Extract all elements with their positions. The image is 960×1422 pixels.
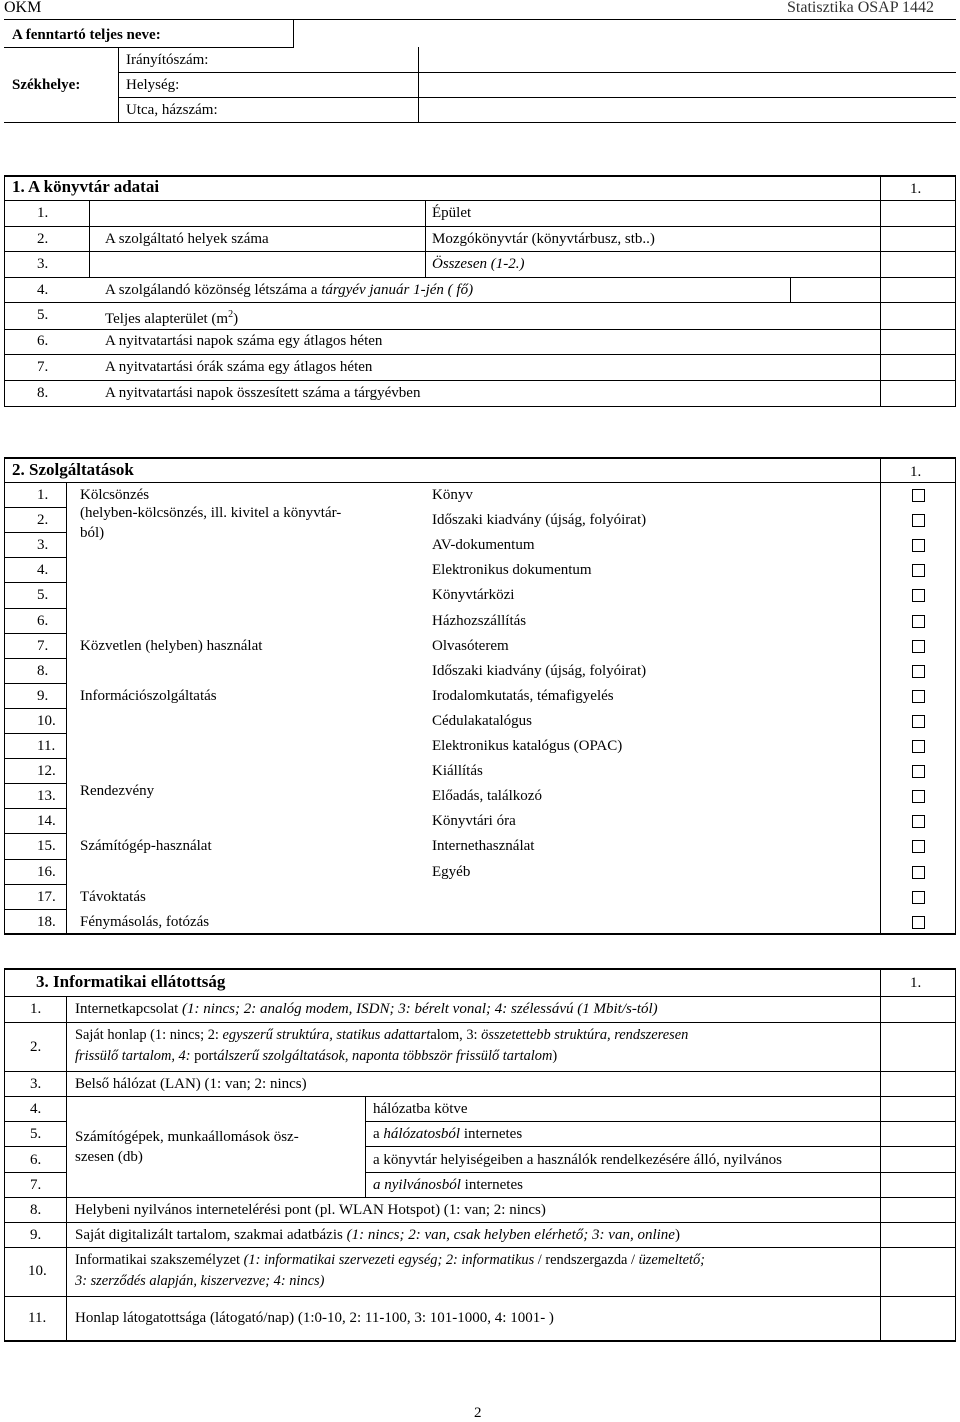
s1-row-label-italic: tárgyév január 1-jén ( fő) [321,282,474,298]
s3-row-text: 3: szerződés alapján, kiszervezve; 4: nincs) [75,1273,325,1289]
section-3-title: 3. Informatikai ellátottság [36,972,226,991]
s3-row-text: Honlap látogatottsága (látogató/nap) (1:0-10, 2: 11-100, 3: 101-1000, 4: 1001- ) [75,1310,554,1326]
s3-row-text [75,1026,688,1044]
s1-row-num: 5. [37,307,49,323]
s3-row-text [75,1226,680,1244]
s2-row-group: (helyben-kölcsönzés, ill. kivitel a könyvtár- [80,505,342,522]
s1-row-label: A nyitvatartási órák száma egy átlagos héten [105,359,373,375]
s2-row-group: Távoktatás [80,888,146,905]
s1-row-num: 1. [37,205,49,221]
s2-row-item: Elektronikus dokumentum [432,562,592,579]
s3-row-num: 7. [30,1177,42,1193]
service-checkbox[interactable] [912,840,925,853]
s1-row-label-sup: 2 [228,309,234,320]
s2-row-num: 15. [37,838,56,855]
s3-r9-a: Saját digitalizált tartalom, szakmai adatbázis [75,1227,347,1243]
s2-row-item: Házhozszállítás [432,612,527,629]
s2-row-num: 3. [37,537,49,554]
service-checkbox[interactable] [912,615,925,628]
s2-row-num: 1. [37,487,49,503]
section-2-col: 1. [910,464,922,480]
s2-row-num: 16. [37,863,56,880]
s1-row-num: 3. [37,256,49,272]
s2-row-num: 9. [37,687,49,704]
s3-row-item [373,1176,523,1194]
s3-r5-a: a [373,1126,384,1142]
section-1-title: 1. A könyvtár adatai [12,177,160,196]
s3-r10-l1c: / rendszergazda / [534,1252,639,1268]
s2-row-num: 5. [37,587,49,604]
s3-row-text [75,1251,705,1269]
service-checkbox[interactable] [912,891,925,904]
s3-r2-l2d: ) [552,1048,558,1064]
service-checkbox[interactable] [912,489,925,502]
s3-row-group: Számítógépek, munkaállomások ösz- [75,1129,299,1145]
s3-r9-b: (1: nincs; 2: van, csak helyben elérhető; 3: van, online [346,1227,675,1243]
service-checkbox[interactable] [912,539,925,552]
s3-r5-b: hálózatosból [383,1126,461,1142]
s2-row-item: Kiállítás [432,763,483,780]
s3-r1-b: (1: nincs; 2: analóg modem, ISDN; 3: bérelt vonal; 4: szélessávú (1 Mbit/s-tól) [182,1001,658,1017]
s2-row-item: Olvasóterem [432,637,509,654]
s2-row-group: Rendezvény [80,783,155,800]
s1-row-label: A szolgáltató helyek száma [105,231,269,247]
s3-r2-l1d: összetettebb struktúra, rendszeresen [481,1027,689,1043]
s2-row-group: ból) [80,525,105,542]
s3-r10-l1a: Informatikai szakszemélyzet [75,1252,244,1268]
s3-r7-a: a nyilvánosból [373,1177,461,1193]
s2-row-num: 7. [37,637,49,654]
service-checkbox[interactable] [912,790,925,803]
s1-row-num: 7. [37,359,49,375]
s1-row-label [105,306,238,328]
s3-row-num: 1. [30,1001,42,1017]
s3-r10-l1b: (1: informatikai szervezeti egység; 2: informatikus [243,1252,535,1268]
service-checkbox[interactable] [912,815,925,828]
s3-row-num: 4. [30,1101,42,1117]
s2-row-num: 10. [37,712,56,729]
service-checkbox[interactable] [912,665,925,678]
s3-row-num: 10. [28,1263,47,1279]
owner-name-label: A fenntartó teljes neve: [12,27,161,43]
s3-r5-c: internetes [460,1126,523,1142]
section-2-title: 2. Szolgáltatások [12,460,134,479]
s2-row-group: Kölcsönzés [80,487,150,503]
s2-row-group: Információszolgáltatás [80,687,217,704]
s3-r2-l2b: port [194,1048,218,1064]
s2-row-item: Elektronikus katalógus (OPAC) [432,738,623,754]
s2-row-item: Könyvtárközi [432,587,515,604]
s3-r10-l1d: üzemeltető; [638,1252,705,1268]
s2-row-num: 2. [37,512,49,529]
s2-row-item: Könyv [432,487,473,503]
s1-row-label-text: Teljes alapterület (m [105,311,229,327]
s1-row-sub: Épület [432,205,472,221]
s1-row-label-text: A szolgálandó közönség létszáma a [105,282,322,298]
s3-r2-l2c: álszerű szolgáltatások, naponta többször frissülő tartalom [217,1048,553,1064]
s3-row-num: 11. [28,1310,47,1326]
header-right: Statisztika OSAP 1442 [787,0,934,16]
s3-row-group: szesen (db) [75,1149,143,1165]
s1-row-num: 8. [37,385,49,401]
s3-row-text: Helybeni nyilvános internetelérési pont (pl. WLAN Hotspot) (1: van; 2: nincs) [75,1202,546,1218]
service-checkbox[interactable] [912,765,925,778]
s1-row-label [105,281,473,299]
s3-r1-a: Internetkapcsolat [75,1001,183,1017]
service-checkbox[interactable] [912,640,925,653]
s2-row-num: 12. [37,763,56,780]
s1-row-label: A nyitvatartási napok száma egy átlagos héten [105,333,383,349]
s3-r2-l1b: egyszerű struktúra, statikus adattart [222,1027,431,1043]
s3-row-text [75,1047,557,1065]
s3-row-item: hálózatba kötve [373,1101,468,1117]
service-checkbox[interactable] [912,866,925,879]
s2-row-item: Internethasználat [432,838,535,855]
s1-row-num: 4. [37,282,49,298]
s1-row-label-end: ) [233,311,239,327]
s3-row-text: Belső hálózat (LAN) (1: van; 2: nincs) [75,1076,307,1092]
s2-row-num: 18. [37,913,56,930]
s2-row-item: Egyéb [432,863,471,880]
service-checkbox[interactable] [912,715,925,728]
service-checkbox[interactable] [912,690,925,703]
s1-row-sub: Mozgókönyvtár (könyvtárbusz, stb..) [432,231,655,247]
s2-row-num: 8. [37,662,49,679]
s1-row-num: 6. [37,333,49,349]
header-left: OKM [4,0,42,16]
s3-row-item [373,1125,522,1143]
owner-street-label: Utca, házszám: [126,102,218,118]
s2-row-num: 14. [37,813,56,830]
service-checkbox[interactable] [912,564,925,577]
service-checkbox[interactable] [912,916,925,929]
s2-row-item: Könyvtári óra [432,813,516,830]
s2-row-num: 11. [37,738,56,754]
s2-row-group: Számítógép-használat [80,838,212,855]
owner-seat-label: Székhelye: [12,77,81,93]
s3-row-num: 2. [30,1039,42,1055]
s3-r2-l2a: frissülő tartalom, 4: [75,1048,195,1064]
s3-r9-c: ) [674,1227,680,1243]
s2-row-item: Időszaki kiadvány (újság, folyóirat) [432,662,647,679]
s3-row-item: a könyvtár helyiségeiben a használók rendelkezésére álló, nyilvános [373,1152,783,1168]
s2-row-item: Előadás, találkozó [432,788,542,805]
s2-row-item: Időszaki kiadvány (újság, folyóirat) [432,512,647,529]
s3-row-num: 9. [30,1227,42,1243]
service-checkbox[interactable] [912,514,925,527]
section-3-col: 1. [910,975,922,991]
s2-row-group: Közvetlen (helyben) használat [80,637,263,654]
section-1-col: 1. [910,181,922,197]
s2-row-num: 17. [37,888,56,905]
owner-zip-label: Irányítószám: [126,52,209,68]
s2-row-item: AV-dokumentum [432,537,535,554]
s3-r2-l1a: Saját honlap (1: nincs; 2: [75,1027,223,1043]
s2-row-item: Cédulakatalógus [432,712,532,729]
s2-row-group: Fénymásolás, fotózás [80,913,210,930]
s3-row-num: 6. [30,1152,42,1168]
s3-r7-c: internetes [460,1177,523,1193]
s3-row-num: 8. [30,1202,42,1218]
service-checkbox[interactable] [912,740,925,753]
s3-row-num: 5. [30,1126,42,1142]
s1-row-label: A nyitvatartási napok összesített száma a tárgyévben [105,385,421,401]
page-number: 2 [474,1405,482,1421]
s3-row-text [75,1000,658,1018]
s1-row-sub: Összesen (1-2.) [432,256,525,272]
s3-row-num: 3. [30,1076,42,1092]
s2-row-num: 4. [37,562,49,579]
service-checkbox[interactable] [912,589,925,602]
s2-row-num: 13. [37,788,56,805]
s2-row-num: 6. [37,612,49,629]
s2-row-item: Irodalomkutatás, témafigyelés [432,687,614,704]
owner-city-label: Helység: [126,77,180,93]
s3-r2-l1c: alom, 3: [430,1027,482,1043]
s1-row-num: 2. [37,231,49,247]
